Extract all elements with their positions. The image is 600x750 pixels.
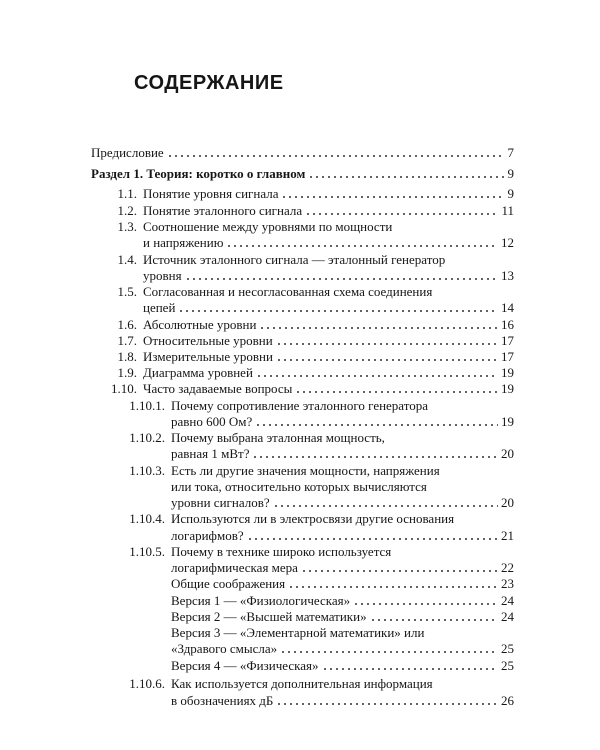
toc-entry-number: 1.7. — [117, 333, 137, 348]
toc-entry-1-10-6-cont[interactable] — [171, 694, 514, 708]
toc-entry-title-continued: или тока, относительно которых вычисляются — [171, 479, 427, 494]
toc-entry-title-continued: «Здравого смысла» — [171, 641, 278, 656]
toc-page-number: 17 — [501, 333, 514, 348]
toc-page-number: 13 — [501, 268, 514, 283]
dot-leader — [305, 213, 498, 215]
dot-leader — [273, 505, 498, 507]
dot-leader — [276, 703, 498, 705]
toc-entry-title-continued: цепей — [143, 300, 176, 315]
dot-leader — [226, 245, 498, 247]
page-title: СОДЕРЖАНИЕ — [134, 72, 284, 94]
toc-page-number: 9 — [507, 186, 514, 201]
toc-entry-title-continued: равная 1 мВт? — [171, 446, 250, 461]
toc-entry-1-10-1[interactable] — [91, 399, 514, 413]
toc-page-number: 25 — [501, 641, 514, 656]
toc-entry-1-5-cont[interactable] — [143, 301, 514, 315]
toc-entry-number: 1.10.5. — [129, 544, 165, 559]
toc-entry-number: 1.10.4. — [129, 511, 165, 526]
toc-entry-1-10[interactable] — [91, 382, 514, 396]
dot-leader — [281, 196, 504, 198]
toc-entry-title: Версия 4 — «Физическая» — [171, 658, 319, 673]
toc-entry-title-continued: уровни сигналов? — [171, 495, 270, 510]
toc-entry-title-continued: логарифмов? — [171, 528, 244, 543]
toc-entry-title: Понятие эталонного сигнала — [143, 203, 303, 218]
dot-leader — [178, 310, 498, 312]
toc-entry-1-10-6[interactable] — [91, 677, 514, 691]
dot-leader — [276, 343, 498, 345]
toc-entry-1-10-5[interactable] — [91, 545, 514, 559]
toc-entry-title: Общие соображения — [171, 576, 286, 591]
dot-leader — [247, 538, 498, 540]
toc-entry-number: 1.10.3. — [129, 463, 165, 478]
toc-entry-number: 1.10.6. — [129, 676, 165, 691]
toc-entry-1-10-4-cont[interactable] — [171, 529, 514, 543]
toc-page-number: 19 — [501, 414, 514, 429]
toc-entry-number: 1.3. — [117, 219, 137, 234]
toc-entry-number: 1.6. — [117, 317, 137, 332]
toc-entry-1-10-3-cont2[interactable] — [171, 496, 514, 510]
toc-entry-title: Диаграмма уровней — [143, 365, 253, 380]
toc-entry-title: Версия 3 — «Элементарной математики» или — [171, 625, 425, 640]
toc-entry-title-continued: равно 600 Ом? — [171, 414, 253, 429]
toc-entry-version-3[interactable] — [171, 626, 514, 640]
dot-leader — [255, 424, 498, 426]
toc-entry-number: 1.1. — [117, 186, 137, 201]
toc-entry-title: Измерительные уровни — [143, 349, 273, 364]
toc-page-number: 16 — [501, 317, 514, 332]
dot-leader — [288, 586, 498, 588]
dot-leader — [295, 391, 498, 393]
toc-entry-1-7[interactable] — [91, 334, 514, 348]
dot-leader — [322, 668, 499, 670]
toc-entry-version-4[interactable] — [171, 659, 514, 673]
toc-entry-title: Понятие уровня сигнала — [143, 186, 279, 201]
toc-entry-1-2[interactable] — [91, 204, 514, 218]
toc-page-number: 22 — [501, 560, 514, 575]
toc-entry-1-10-2[interactable] — [91, 431, 514, 445]
toc-entry-title-continued: и напряжению — [143, 235, 224, 250]
dot-leader — [256, 375, 498, 377]
toc-entry-number: 1.10.1. — [129, 398, 165, 413]
dot-leader — [301, 570, 498, 572]
toc-page-number: 25 — [501, 658, 514, 673]
toc-entry-title-continued: в обозначениях дБ — [171, 693, 274, 708]
toc-entry-title: Как используется дополнительная информация — [171, 676, 433, 691]
toc-entry-title: Раздел 1. Теория: коротко о главном — [91, 166, 306, 181]
toc-entry-number: 1.5. — [117, 284, 137, 299]
toc-entry-title-continued: уровня — [143, 268, 182, 283]
toc-entry-1-3-cont[interactable] — [143, 236, 514, 250]
toc-entry-number: 1.9. — [117, 365, 137, 380]
dot-leader — [308, 176, 504, 178]
toc-entry-title: Источник эталонного сигнала — эталонный генератор — [143, 252, 446, 267]
toc-entry-number: 1.10. — [111, 381, 137, 396]
toc-entry-1-9[interactable] — [91, 366, 514, 380]
toc-page-number: 24 — [501, 609, 514, 624]
dot-leader — [259, 327, 498, 329]
toc-entry-title: Почему в технике широко используется — [171, 544, 392, 559]
toc-page-number: 19 — [501, 381, 514, 396]
toc-page-number: 21 — [501, 528, 514, 543]
dot-leader — [280, 651, 498, 653]
toc-entry-title: Почему сопротивление эталонного генератора — [171, 398, 429, 413]
toc-entry-title: Абсолютные уровни — [143, 317, 257, 332]
toc-entry-1-10-3[interactable] — [91, 464, 514, 478]
toc-page-number: 20 — [501, 495, 514, 510]
toc-entry-title-continued: логарифмическая мера — [171, 560, 298, 575]
toc-entry-1-3[interactable] — [91, 220, 514, 234]
toc-entry-number: 1.8. — [117, 349, 137, 364]
toc-page-number: 24 — [501, 593, 514, 608]
toc-entry-1-8[interactable] — [91, 350, 514, 364]
dot-leader — [252, 456, 498, 458]
toc-entry-title: Почему выбрана эталонная мощность, — [171, 430, 385, 445]
toc-entry-1-6[interactable] — [91, 318, 514, 332]
toc-entry-1-10-5-cont[interactable] — [171, 561, 514, 575]
dot-leader — [185, 278, 498, 280]
dot-leader — [276, 359, 498, 361]
toc-entry-1-1[interactable] — [91, 187, 514, 201]
toc-page-number: 26 — [501, 693, 514, 708]
toc-page-number: 14 — [501, 300, 514, 315]
toc-entry-title: Используются ли в электросвязи другие основания — [171, 511, 455, 526]
toc-entry-section-1[interactable] — [91, 167, 514, 181]
toc-entry-1-10-4[interactable] — [91, 512, 514, 526]
toc-page-number: 7 — [507, 145, 514, 160]
toc-entry-title: Часто задаваемые вопросы — [143, 381, 293, 396]
toc-entry-1-10-1-cont[interactable] — [171, 415, 514, 429]
toc-entry-general-considerations[interactable] — [171, 577, 514, 591]
toc-entry-title: Есть ли другие значения мощности, напряжения — [171, 463, 440, 478]
toc-entry-preface[interactable] — [91, 146, 514, 160]
toc-entry-1-10-2-cont[interactable] — [171, 447, 514, 461]
dot-leader — [167, 155, 505, 157]
dot-leader — [353, 603, 498, 605]
toc-entry-version-2[interactable] — [171, 610, 514, 624]
toc-entry-1-10-3-cont[interactable] — [171, 480, 514, 494]
toc-entry-1-4-cont[interactable] — [143, 269, 514, 283]
toc-entry-title: Версия 2 — «Высшей математики» — [171, 609, 367, 624]
toc-page-number: 12 — [501, 235, 514, 250]
toc-page-number: 11 — [501, 203, 514, 218]
toc-entry-title: Согласованная и несогласованная схема соединения — [143, 284, 433, 299]
toc-entry-number: 1.10.2. — [129, 430, 165, 445]
toc-entry-version-1[interactable] — [171, 594, 514, 608]
toc-entry-title: Относительные уровни — [143, 333, 273, 348]
toc-entry-title: Предисловие — [91, 145, 164, 160]
toc-page-number: 20 — [501, 446, 514, 461]
toc-page-number: 17 — [501, 349, 514, 364]
toc-page-number: 9 — [507, 166, 514, 181]
toc-entry-title: Соотношение между уровнями по мощности — [143, 219, 393, 234]
toc-entry-version-3-cont[interactable] — [171, 642, 514, 656]
toc-page-number: 23 — [501, 576, 514, 591]
dot-leader — [370, 619, 498, 621]
toc-entry-number: 1.2. — [117, 203, 137, 218]
toc-entry-title: Версия 1 — «Физиологическая» — [171, 593, 351, 608]
toc-entry-1-4[interactable] — [91, 253, 514, 267]
toc-page-number: 19 — [501, 365, 514, 380]
toc-entry-number: 1.4. — [117, 252, 137, 267]
toc-entry-1-5[interactable] — [91, 285, 514, 299]
